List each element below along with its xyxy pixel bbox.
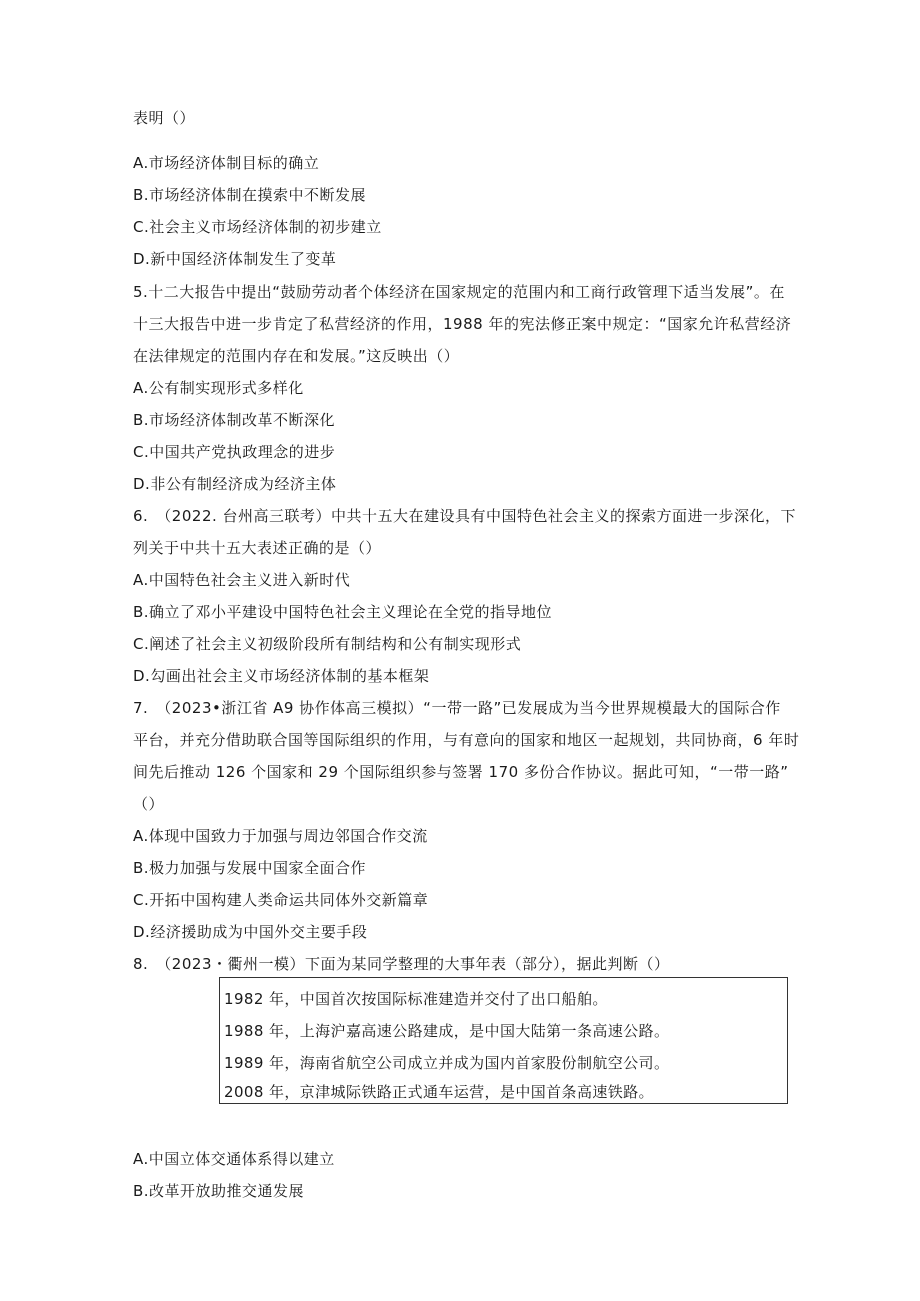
question-stem-end: 表明（）: [133, 109, 196, 127]
timeline-row: 1988 年，上海沪嘉高速公路建成，是中国大陆第一条高速公路。: [224, 1022, 670, 1040]
option-a: A.中国特色社会主义进入新时代: [133, 571, 351, 589]
option-a: A.中国立体交通体系得以建立: [133, 1150, 335, 1168]
question-7-line-2: 平台，并充分借助联合国等国际组织的作用，与有意向的国家和地区一起规划，共同协商，6 年时: [133, 731, 800, 749]
question-8-line-1: 8. （2023・衢州一模）下面为某同学整理的大事年表（部分），据此判断（）: [133, 955, 670, 973]
question-7-line-1: 7. （2023•浙江省 A9 协作体高三模拟）“一带一路”已发展成为当今世界规模最大的国际合作: [133, 699, 781, 717]
option-c: C.社会主义市场经济体制的初步建立: [133, 218, 382, 236]
option-b: B.确立了邓小平建设中国特色社会主义理论在全党的指导地位: [133, 603, 553, 621]
option-b: B.极力加强与发展中国家全面合作: [133, 859, 367, 877]
question-7-line-4: （）: [133, 795, 165, 813]
timeline-row: 1989 年，海南省航空公司成立并成为国内首家股份制航空公司。: [224, 1054, 670, 1072]
option-d: D.经济援助成为中国外交主要手段: [133, 923, 368, 941]
option-c: C.开拓中国构建人类命运共同体外交新篇章: [133, 891, 429, 909]
option-b: B.改革开放助推交通发展: [133, 1182, 305, 1200]
option-b: B.市场经济体制在摸索中不断发展: [133, 186, 367, 204]
option-a: A.体现中国致力于加强与周边邻国合作交流: [133, 827, 428, 845]
timeline-row: 2008 年，京津城际铁路正式通车运营，是中国首条高速铁路。: [224, 1083, 654, 1101]
question-5-line-3: 在法律规定的范围内存在和发展。”这反映出（）: [133, 347, 460, 365]
option-d: D.勾画出社会主义市场经济体制的基本框架: [133, 667, 430, 685]
option-c: C.阐述了社会主义初级阶段所有制结构和公有制实现形式: [133, 635, 522, 653]
question-5-line-2: 十三大报告中进一步肯定了私营经济的作用，1988 年的宪法修正案中规定：“国家允许私营经济: [133, 315, 792, 333]
option-c: C.中国共产党执政理念的进步: [133, 443, 336, 461]
timeline-table: [219, 977, 788, 1104]
question-6-line-2: 列关于中共十五大表述正确的是（）: [133, 539, 382, 557]
option-d: D.非公有制经济成为经济主体: [133, 475, 337, 493]
question-5-line-1: 5.十二大报告中提出“鼓励劳动者个体经济在国家规定的范围内和工商行政管理下适当发展”。在: [133, 283, 785, 301]
option-b: B.市场经济体制改革不断深化: [133, 411, 336, 429]
option-a: A.公有制实现形式多样化: [133, 379, 304, 397]
question-7-line-3: 间先后推动 126 个国家和 29 个国际组织参与签署 170 多份合作协议。据此可知，“一带一路”: [133, 763, 789, 781]
question-6-line-1: 6. （2022. 台州高三联考）中共十五大在建设具有中国特色社会主义的探索方面进一步深化，下: [133, 507, 797, 525]
option-a: A.市场经济体制目标的确立: [133, 154, 320, 172]
timeline-row: 1982 年，中国首次按国际标准建造并交付了出口船舶。: [224, 990, 608, 1008]
option-d: D.新中国经济体制发生了变革: [133, 250, 337, 268]
